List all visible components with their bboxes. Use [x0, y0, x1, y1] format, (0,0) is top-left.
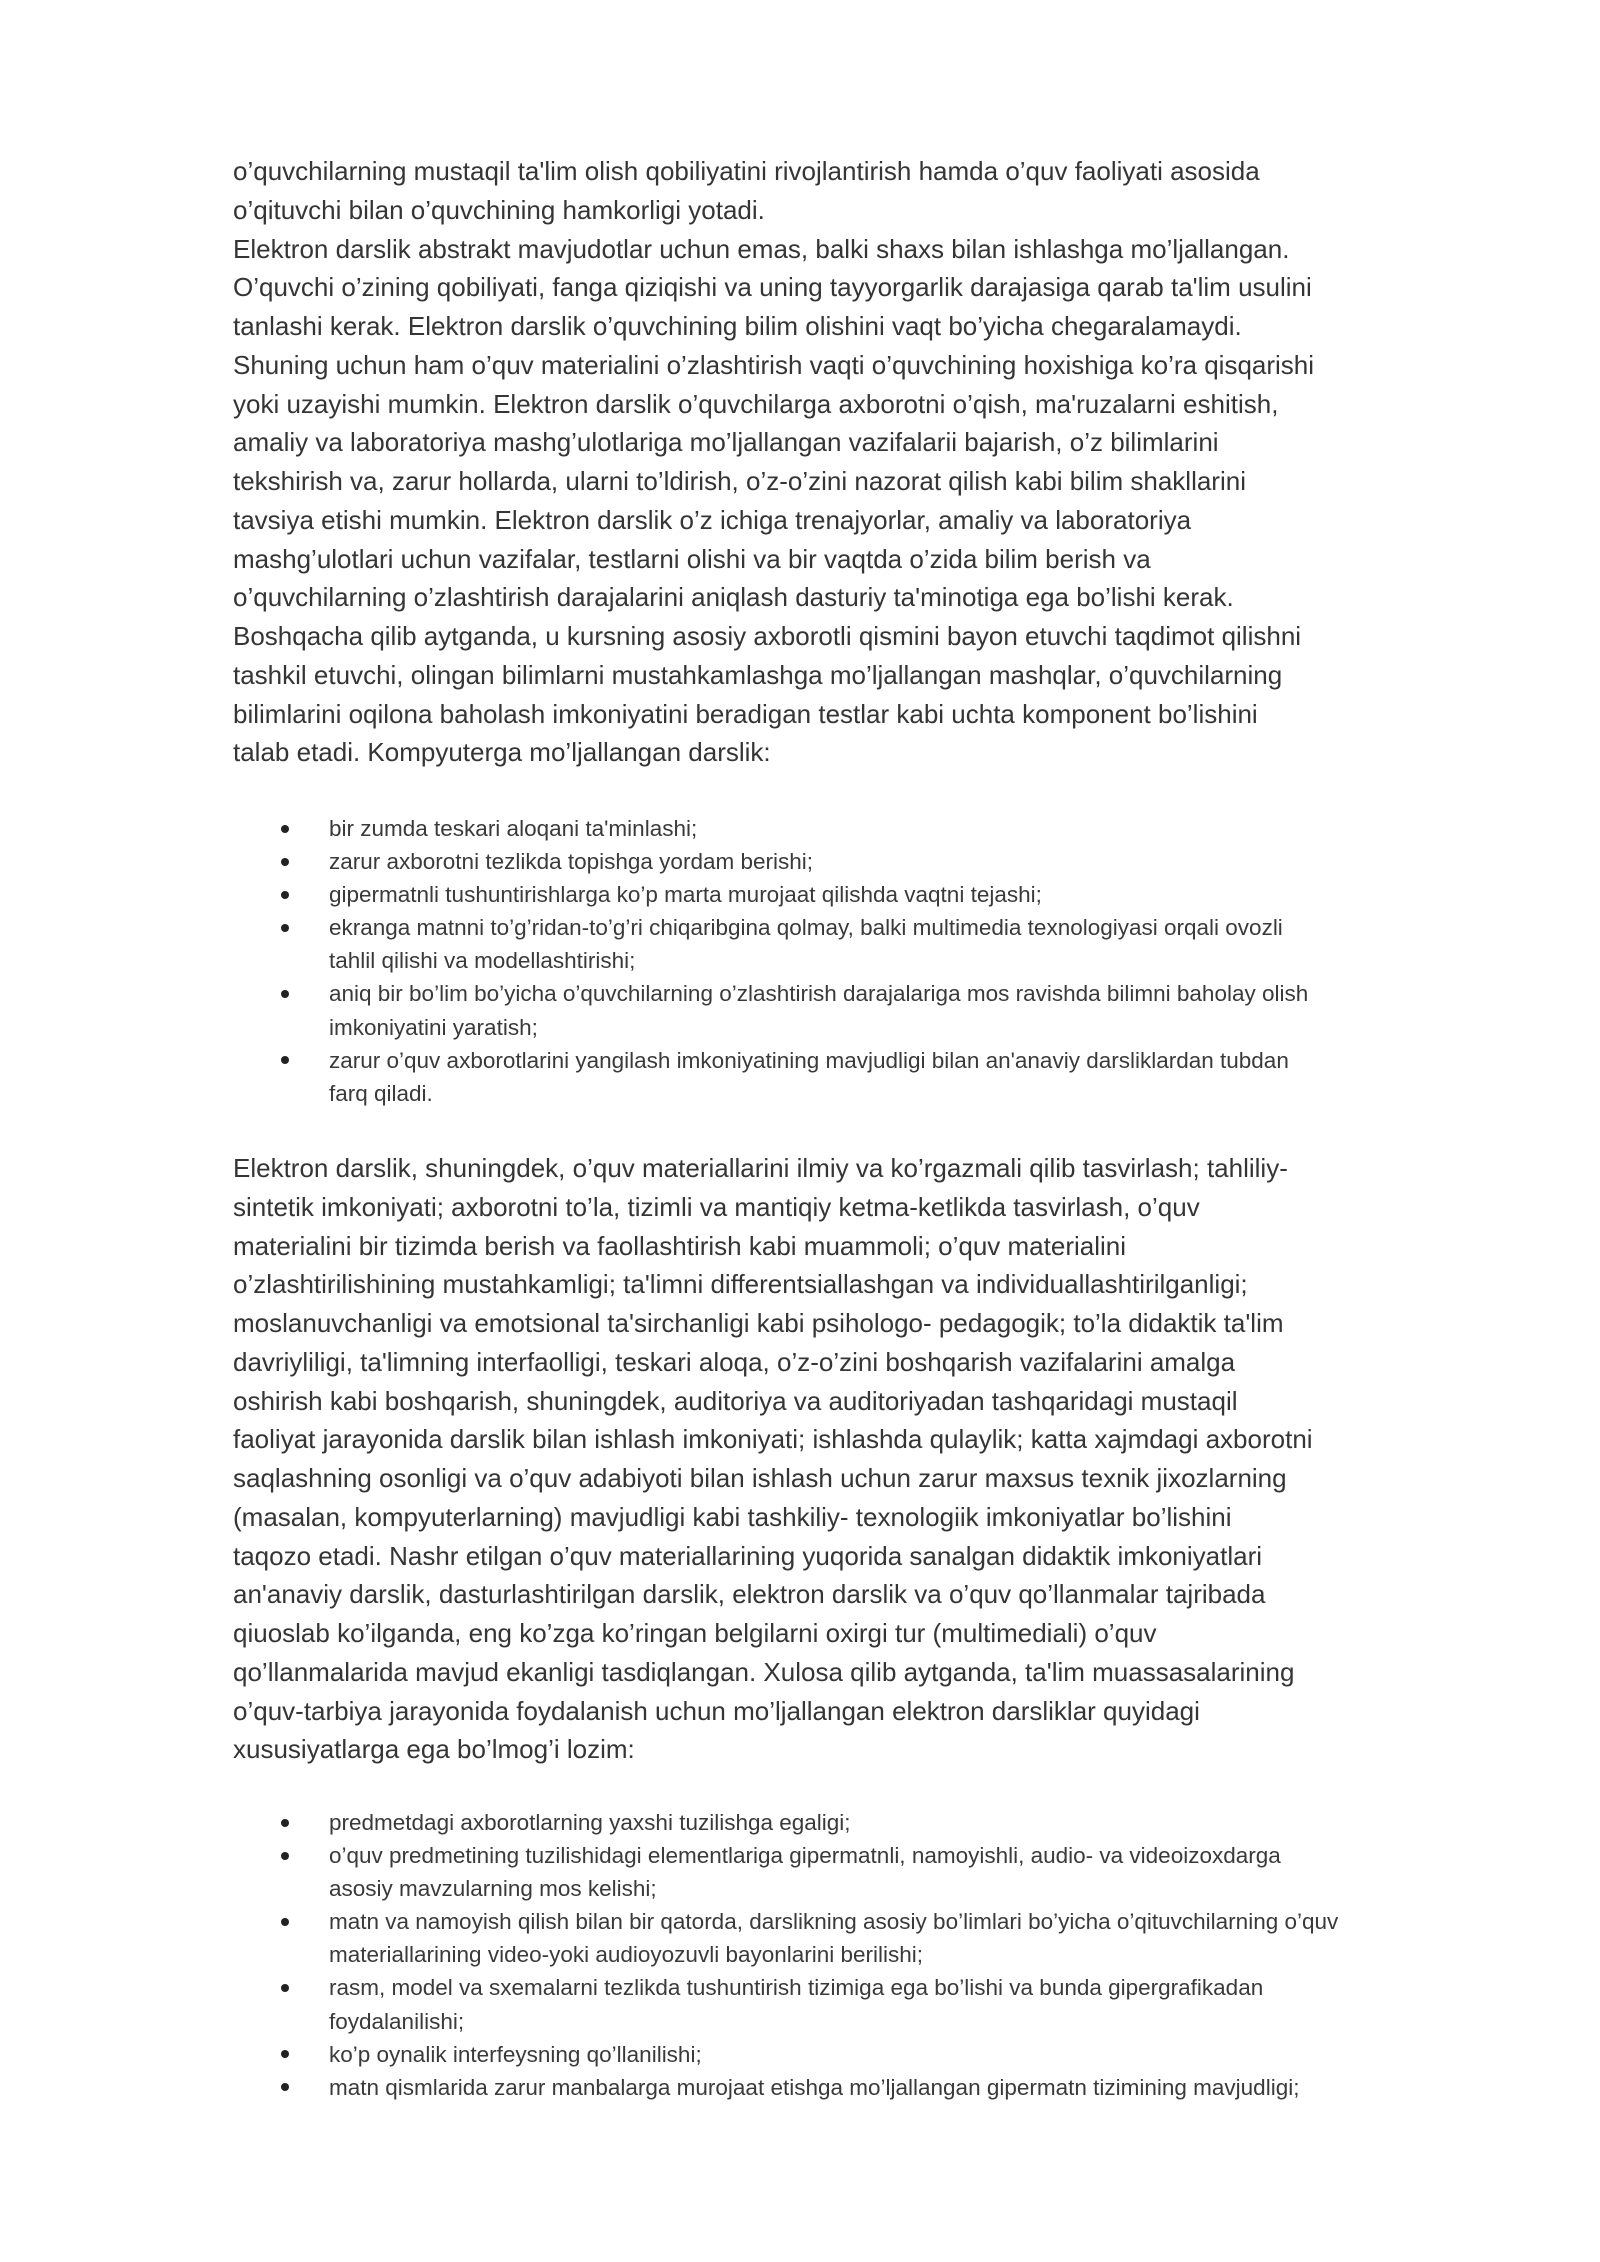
list-item [233, 2071, 1533, 2104]
list-item-line: aniq bir bo’lim bo’yicha o’quvchilarning o’zlashtirish darajalariga mos ravishda bilimni baholay olish [329, 981, 1309, 1007]
list-item-line: rasm, model va sxemalarni tezlikda tushuntirish tizimiga ega bo’lishi va bunda gipergrafikadan [329, 1975, 1264, 2001]
list-item-line: predmetdagi axborotlarning yaxshi tuzilishga egaligi; [329, 1810, 851, 1835]
paragraph-line: saqlashning osonligi va o’quv adabiyoti bilan ishlash uchun zarur maxsus texnik jixozlarning [233, 1463, 1287, 1493]
paragraph-line: tanlashi kerak. Elektron darslik o’quvchining bilim olishini vaqt bo’yicha chegaralamaydi. [233, 311, 1242, 341]
list-item-line: bir zumda teskari aloqani ta'minlashi; [329, 816, 698, 841]
bullet-icon [281, 924, 289, 932]
list-item-line: o’quv predmetining tuzilishidagi elementlariga gipermatnli, namoyishli, audio- va videoizoxdarga [329, 1843, 1281, 1869]
paragraph-line: O’quvchi o’zining qobiliyati, fanga qiziqishi va uning tayyorgarlik darajasiga qarab ta'lim usulini [233, 272, 1312, 303]
list-item-line: asosiy mavzularning mos kelishi; [329, 1876, 657, 1902]
paragraph-line: an'anaviy darslik, dasturlashtirilgan darslik, elektron darslik va o’quv qo’llanmalar tajribada [233, 1579, 1266, 1610]
list-item [233, 2038, 1533, 2071]
list-item [233, 845, 1533, 878]
paragraph-line: materialini bir tizimda berish va faollashtirish kabi muammoli; o’quv materialini [233, 1230, 1127, 1261]
list-item-line: gipermatnli tushuntirishlarga ko’p marta murojaat qilishda vaqtni tejashi; [329, 882, 1042, 908]
paragraph-line: mashg’ulotlari uchun vazifalar, testlarni olishi va bir vaqtda o’zida bilim berish va [233, 543, 1151, 574]
list-item [233, 812, 1533, 845]
paragraph-line: o’quvchilarning o’zlashtirish darajalarini aniqlash dasturiy ta'minotiga ega bo’lishi kerak. [233, 582, 1234, 613]
paragraph-line: oshirish kabi boshqarish, shuningdek, auditoriya va auditoriyadan tashqaridagi mustaqil [233, 1385, 1238, 1416]
list-item-text [329, 845, 1533, 878]
list-item-text [329, 812, 1533, 845]
list-item-text [329, 2071, 1533, 2104]
bullet-icon [281, 990, 289, 998]
list-item-line: zarur o’quv axborotlarini yangilash imkoniyatining mavjudligi bilan an'anaviy darsliklardan tubdan [329, 1047, 1289, 1073]
list-item-text [329, 878, 1533, 911]
paragraph-line: xususiyatlarga ega bo’lmog’i lozim: [233, 1734, 635, 1765]
paragraph-line: tekshirish va, zarur hollarda, ularni to’ldirish, o’z-o’zini nazorat qilish kabi bilim shakllarini [233, 466, 1246, 496]
bullet-list-1 [233, 812, 1533, 1110]
paragraph-line: qo’llanmalarida mavjud ekanligi tasdiqlangan. Xulosa qilib aytganda, ta'lim muassasalarining [233, 1656, 1295, 1687]
list-item-text [329, 1839, 1533, 1905]
list-item-text [329, 1905, 1533, 1971]
bullet-icon [281, 891, 289, 899]
bullet-icon [281, 2083, 289, 2091]
list-item [233, 1905, 1533, 1971]
paragraph-line: qiuoslab ko’ilganda, eng ko’zga ko’ringan belgilarni oxirgi tur (multimediali) o’quv [233, 1618, 1157, 1648]
list-item-line: tahlil qilishi va modellashtirishi; [329, 948, 636, 974]
paragraph-line: Shuning uchun ham o’quv materialini o’zlashtirish vaqti o’quvchining hoxishiga ko’ra qisqarishi [233, 349, 1315, 380]
paragraph-line: (masalan, kompyuterlarning) mavjudligi kabi tashkiliy- texnologiik imkoniyatlar bo’lishini [233, 1501, 1232, 1532]
list-item [233, 878, 1533, 911]
paragraph-line: Elektron darslik, shuningdek, o’quv materiallarini ilmiy va ko’rgazmali qilib tasvirlash; tahliliy- [233, 1153, 1288, 1183]
paragraph-line: o’zlashtirilishining mustahkamligi; ta'limni differentsiallashgan va individuallashtirilganligi; [233, 1269, 1248, 1300]
bullet-icon [281, 1852, 289, 1860]
bullet-icon [281, 1984, 289, 1992]
list-item-text [329, 2038, 1533, 2071]
list-item-text [329, 1044, 1533, 1110]
list-item-text [329, 1806, 1533, 1839]
list-item-line: ko’p oynalik interfeysning qo’llanilishi; [329, 2041, 702, 2067]
bullet-icon [281, 825, 289, 833]
paragraph-line: yoki uzayishi mumkin. Elektron darslik o’quvchilarga axborotni o’qish, ma'ruzalarni eshitish, [233, 388, 1279, 419]
paragraph-line: talab etadi. Kompyuterga mo’ljallangan darslik: [233, 737, 771, 768]
paragraph-line: tashkil etuvchi, olingan bilimlarni mustahkamlashga mo’ljallangan mashqlar, o’quvchilarning [233, 659, 1283, 690]
paragraph-line: o’quvchilarning mustaqil ta'lim olish qobiliyatini rivojlantirish hamda o’quv faoliyati asosida [233, 156, 1260, 186]
paragraph-line: o’qituvchi bilan o’quvchining hamkorligi yotadi. [233, 194, 765, 225]
list-item-text [329, 911, 1533, 977]
paragraph-line: moslanuvchanligi va emotsional ta'sirchanligi kabi psihologo- pedagogik; to’la didaktik ta'lim [233, 1308, 1284, 1338]
bullet-icon [281, 858, 289, 866]
list-item [233, 911, 1533, 977]
list-item-line: imkoniyatini yaratish; [329, 1014, 538, 1040]
list-item [233, 1806, 1533, 1839]
paragraph-1 [233, 152, 1533, 772]
list-item-line: materiallarining video-yoki audioyozuvli bayonlarini berilishi; [329, 1942, 924, 1968]
bullet-icon [281, 2050, 289, 2058]
paragraph-line: faoliyat jarayonida darslik bilan ishlash imkoniyati; ishlashda qulaylik; katta xajmdagi axborotni [233, 1424, 1313, 1455]
list-item-line: foydalanilishi; [329, 2008, 465, 2034]
paragraph-line: bilimlarini oqilona baholash imkoniyatini beradigan testlar kabi uchta komponent bo’lishini [233, 698, 1258, 729]
list-item [233, 1044, 1533, 1110]
paragraph-line: davriyliligi, ta'limning interfaolligi, teskari aloqa, o’z-o’zini boshqarish vazifalarini amalga [233, 1346, 1236, 1377]
list-item-text [329, 977, 1533, 1043]
paragraph-line: tavsiya etishi mumkin. Elektron darslik o’z ichiga trenajyorlar, amaliy va laboratoriya [233, 504, 1192, 535]
list-item [233, 1839, 1533, 1905]
paragraph-line: Elektron darslik abstrakt mavjudotlar uchun emas, balki shaxs bilan ishlashga mo’ljallangan. [233, 233, 1290, 264]
bullet-icon [281, 1819, 289, 1827]
list-item-line: farq qiladi. [329, 1080, 433, 1106]
list-item-line: matn va namoyish qilish bilan bir qatorda, darslikning asosiy bo’limlari bo’yicha o’qituvchilarning o’quv [329, 1909, 1339, 1935]
bullet-icon [281, 1918, 289, 1926]
list-item-line: ekranga matnni to’g’ridan-to’g’ri chiqaribgina qolmay, balki multimedia texnologiyasi orqali ovozli [329, 915, 1283, 941]
list-item-line: matn qismlarida zarur manbalarga murojaat etishga mo’ljallangan gipermatn tizimining mavjudligi; [329, 2074, 1300, 2100]
list-item-text [329, 1971, 1533, 2037]
list-item [233, 1971, 1533, 2037]
paragraph-line: Boshqacha qilib aytganda, u kursning asosiy axborotli qismini bayon etuvchi taqdimot qilishni [233, 621, 1302, 651]
paragraph-line: sintetik imkoniyati; axborotni to’la, tizimli va mantiqiy ketma-ketlikda tasvirlash, o’quv [233, 1191, 1200, 1222]
paragraph-line: amaliy va laboratoriya mashg’ulotlariga mo’ljallangan vazifalarii bajarish, o’z bilimlarini [233, 427, 1219, 458]
paragraph-line: taqozo etadi. Nashr etilgan o’quv materiallarining yuqorida sanalgan didaktik imkoniyatlari [233, 1540, 1263, 1571]
paragraph-line: o’quv-tarbiya jarayonida foydalanish uchun mo’ljallangan elektron darsliklar quyidagi [233, 1695, 1200, 1726]
bullet-icon [281, 1056, 289, 1064]
list-item [233, 977, 1533, 1043]
paragraph-2 [233, 1149, 1533, 1769]
bullet-list-2 [233, 1806, 1533, 2104]
list-item-line: zarur axborotni tezlikda topishga yordam berishi; [329, 849, 813, 875]
